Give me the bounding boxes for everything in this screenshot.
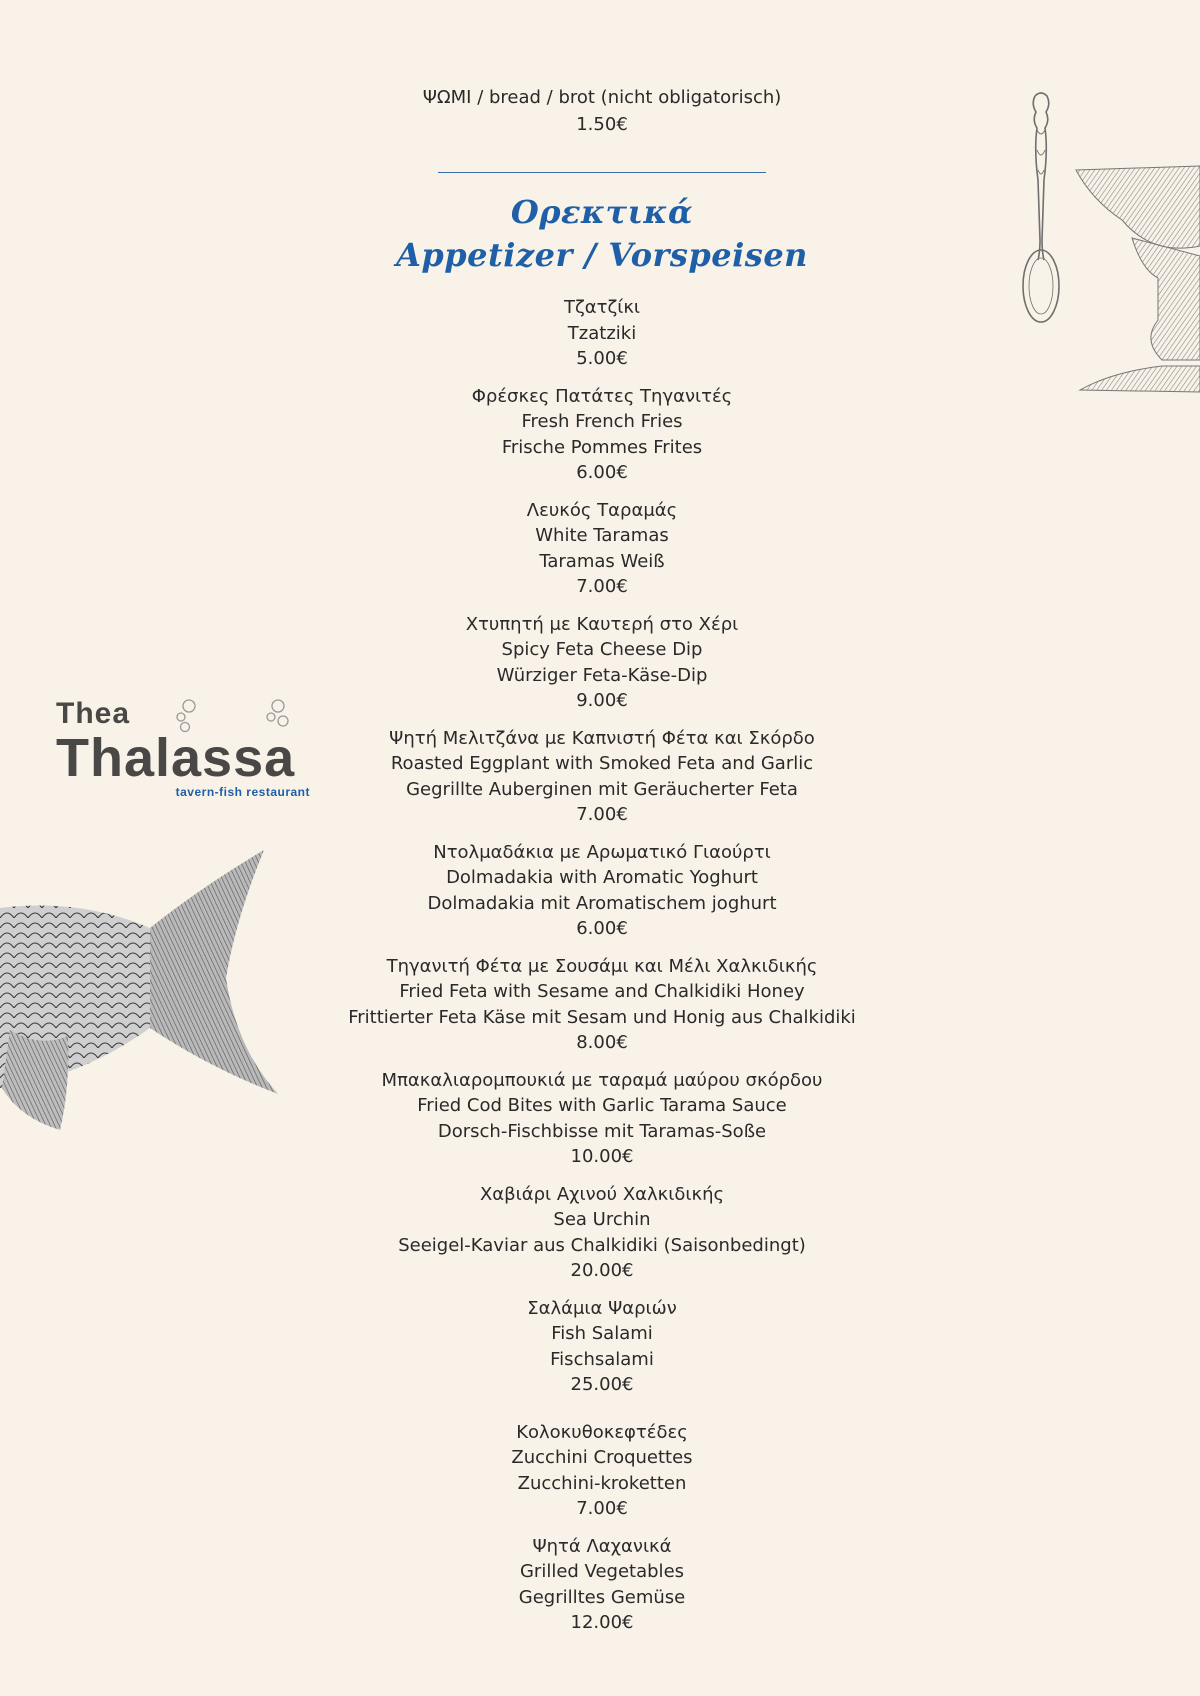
- menu-item: [300, 295, 904, 372]
- divider: [438, 172, 766, 173]
- menu-item: [300, 1068, 904, 1170]
- item-english: Fried Cod Bites with Garlic Tarama Sauce: [417, 1095, 787, 1116]
- item-english: Fish Salami: [551, 1323, 653, 1344]
- item-price: 12.00€: [570, 1612, 634, 1633]
- bread-label: ΨΩΜΙ / bread / brot (nicht obligatorisch): [422, 87, 782, 108]
- menu-items: [300, 295, 904, 1636]
- fish-illustration: [0, 848, 282, 1132]
- menu-item: [300, 726, 904, 828]
- item-greek: Φρέσκες Πατάτες Τηγανιτές: [471, 385, 733, 407]
- section-title-greek: Ορεκτικά: [510, 193, 694, 231]
- spoon-illustration: [1018, 90, 1064, 326]
- item-greek: Μπακαλιαρομπουκιά με ταραμά μαύρου σκόρδου: [381, 1069, 823, 1091]
- item-greek: Ντολμαδάκια με Αρωματικό Γιαούρτι: [433, 841, 771, 863]
- restaurant-logo: [56, 697, 316, 801]
- menu-item: [300, 612, 904, 714]
- menu-item: [300, 1534, 904, 1636]
- item-german: Fischsalami: [550, 1348, 654, 1370]
- item-english: Zucchini Croquettes: [511, 1447, 693, 1468]
- item-german: Taramas Weiß: [539, 550, 665, 572]
- item-english: Grilled Vegetables: [519, 1561, 685, 1582]
- item-price: 7.00€: [576, 1498, 628, 1519]
- item-german: Würziger Feta-Käse-Dip: [496, 664, 708, 686]
- item-german: Zucchini-kroketten: [517, 1472, 687, 1494]
- item-english: Tzatziki: [567, 322, 637, 344]
- item-greek: Κολοκυθοκεφτέδες: [516, 1421, 688, 1443]
- item-greek: Χτυπητή με Καυτερή στο Χέρι: [465, 613, 739, 635]
- item-german: Frische Pommes Frites: [501, 436, 703, 458]
- menu-item: [300, 954, 904, 1056]
- logo-tagline: tavern-fish restaurant: [175, 785, 310, 799]
- item-greek: Σαλάμια Ψαριών: [527, 1297, 677, 1319]
- bowl-illustration: [1072, 160, 1200, 396]
- item-price: 6.00€: [576, 918, 628, 939]
- menu-item: [300, 384, 904, 486]
- item-price: 5.00€: [576, 348, 628, 369]
- item-price: 10.00€: [570, 1146, 634, 1167]
- item-greek: Χαβιάρι Αχινού Χαλκιδικής: [479, 1183, 725, 1205]
- item-german: Gegrillte Auberginen mit Geräucherter Feta: [406, 778, 798, 800]
- item-price: 25.00€: [570, 1374, 634, 1395]
- item-german: Gegrilltes Gemüse: [518, 1586, 686, 1608]
- menu-item: [300, 1420, 904, 1522]
- item-english: Sea Urchin: [553, 1209, 651, 1230]
- logo-line1: Thea: [56, 697, 131, 730]
- item-english: Fresh French Fries: [521, 411, 683, 432]
- menu-item: [300, 1296, 904, 1398]
- item-greek: Τηγανιτή Φέτα με Σουσάμι και Μέλι Χαλκιδικής: [386, 955, 818, 977]
- item-price: 9.00€: [576, 690, 628, 711]
- item-german: Frittierter Feta Käse mit Sesam und Honig aus Chalkidiki: [348, 1006, 856, 1028]
- section-title-other: Appetizer / Vorspeisen: [396, 236, 808, 274]
- item-german: Seeigel-Kaviar aus Chalkidiki (Saisonbedingt): [398, 1234, 806, 1256]
- item-greek: Λευκός Ταραμάς: [526, 499, 678, 521]
- bread-price: 1.50€: [576, 114, 628, 135]
- menu-item: [300, 1182, 904, 1284]
- item-german: Dolmadakia mit Aromatischem joghurt: [427, 892, 777, 914]
- item-price: 8.00€: [576, 1032, 628, 1053]
- item-price: 6.00€: [576, 462, 628, 483]
- menu-column: [300, 84, 904, 1648]
- menu-item: [300, 840, 904, 942]
- item-english: Spicy Feta Cheese Dip: [501, 639, 703, 660]
- item-price: 7.00€: [576, 804, 628, 825]
- item-german: Dorsch-Fischbisse mit Taramas-Soße: [437, 1120, 767, 1142]
- item-price: 20.00€: [570, 1260, 634, 1281]
- item-english: Dolmadakia with Aromatic Yoghurt: [446, 867, 758, 888]
- menu-item: [300, 498, 904, 600]
- item-english: White Taramas: [535, 525, 669, 546]
- logo-line2: Thalassa: [56, 728, 296, 788]
- item-english: Roasted Eggplant with Smoked Feta and Garlic: [390, 753, 814, 774]
- item-greek: Τζατζίκι: [563, 297, 641, 318]
- item-greek: Ψητά Λαχανικά: [532, 1535, 672, 1557]
- item-english: Fried Feta with Sesame and Chalkidiki Honey: [399, 981, 805, 1002]
- item-price: 7.00€: [576, 576, 628, 597]
- item-greek: Ψητή Μελιτζάνα με Καπνιστή Φέτα και Σκόρδο: [389, 727, 815, 749]
